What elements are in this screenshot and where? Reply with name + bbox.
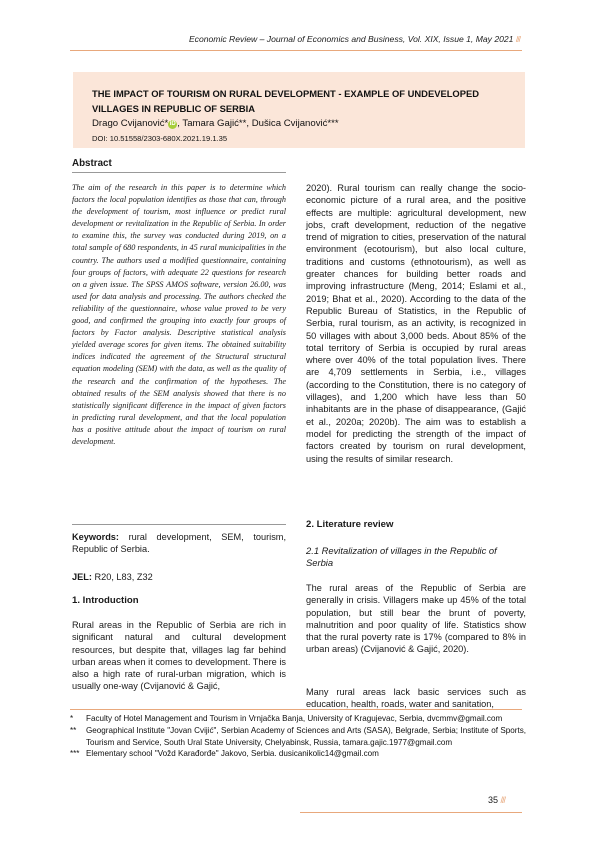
author-1: Drago Cvijanović* — [92, 118, 169, 129]
page-number: 35 — [488, 795, 499, 805]
literature-review-heading: 2. Literature review — [306, 519, 394, 530]
doi[interactable]: DOI: 10.51558/2303-680X.2021.19.1.35 — [92, 134, 228, 143]
footnote-3 — [70, 748, 526, 760]
abstract-rule-bottom — [72, 524, 286, 525]
footnote-mark: ** — [70, 725, 77, 735]
introduction-heading: 1. Introduction — [72, 595, 139, 606]
footer-slashes: /// — [500, 795, 506, 805]
footnote-mark: * — [70, 714, 74, 723]
keywords — [72, 531, 286, 556]
subsection-heading: 2.1 Revitalization of villages in the Republic of Serbia — [306, 545, 497, 568]
keywords-label: Keywords: — [72, 532, 119, 542]
orcid-icon[interactable]: iD — [169, 121, 176, 127]
page-footer — [488, 795, 505, 805]
running-head — [150, 34, 520, 44]
footnote-rule — [70, 709, 522, 710]
abstract-text: The aim of the research in this paper is to determine which factors the local population identifies as those that can, through the development of tourism, most influence or predict rural development or revitalization in the Republic of Serbia. In order to examine this, the survey was conducted during 2019, on a total sample of 680 respondents, in 45 rural municipalities in the country. The authors used a modified questionnaire, containing four groups of factors, with adequate 22 questions for research on a given issue. The SPSS AMOS software, version 26.00, was used for data analysis and processing. The authors checked the reliability of the questionnaire, whose value proved to be very good, and confirmed the grouping into exactly four groups of factors by Factor analysis. Descriptive statistical analysis yielded average scores for given items. The obtained suitability indices indicated the agreement of the Structural structural equation modeling (SEM) with the data, as well as the quality of the research and the confirmation of the hypotheses. The obtained results of the SEM analysis showed that there is no statistically significant difference in the impact of given factors in predicting rural development, and that the local population has a positive attitude about the impact of tourism on rural development. — [72, 183, 286, 446]
other-authors: , Tamara Gajić**, Dušica Cvijanović*** — [177, 118, 339, 129]
footnotes — [70, 713, 526, 760]
abstract-rule-top — [72, 172, 286, 173]
body-paragraph-3: Many rural areas lack basic services such as education, health, roads, water and sanitation, — [306, 687, 526, 710]
keywords-value: rural development, SEM, tourism, Republic of Serbia. — [72, 532, 286, 555]
jel-label: JEL: — [72, 572, 92, 582]
footer-rule — [300, 812, 522, 813]
footnote-2 — [70, 725, 526, 749]
header-rule — [70, 50, 522, 51]
jel-codes — [72, 571, 286, 583]
running-head-text: Economic Review – Journal of Economics and Business, Vol. XIX, Issue 1, May 2021 — [188, 34, 514, 44]
footnote-text: Geographical Institute "Jovan Cvijić", Serbian Academy of Sciences and Arts (SASA), Belgrade, Serbia; Institute of Sports, Tourism and Service, South Ural State University, Chelyabinsk, Russia, tamara.gajic.1977@gmail.com — [86, 725, 526, 747]
introduction-text: Rural areas in the Republic of Serbia are rich in significant natural and cultural development resources, but despite that, villages lag far behind urban areas when it comes to development. There is also a high rate of rural-urban migration, which is usually one-way (Cvijanović & Gajić, — [72, 620, 286, 692]
footnote-mark: *** — [70, 749, 80, 759]
abstract-heading: Abstract — [72, 158, 112, 169]
footnote-1 — [70, 713, 526, 725]
footnote-text: Elementary school "Vožd Karađorđe" Jakovo, Serbia. dusicanikolic14@gmail.com — [86, 749, 379, 759]
running-head-slashes: /// — [515, 34, 520, 44]
article-title: THE IMPACT OF TOURISM ON RURAL DEVELOPMENT - EXAMPLE OF UNDEVELOPED VILLAGES IN REPUBLIC OF SERBIA — [92, 88, 479, 114]
body-paragraph-1: 2020). Rural tourism can really change the socio-economic picture of a rural area, and the positive effects are multiple: agricultural development, new jobs, craft development, reduction of the negative trend of migration to cities, preservation of the natural environment (ecotourism), but also local culture, traditions and customs (ethnotourism), as well as greater chances for building better roads and improving infrastructure (Meng, 2014; Eslami et al., 2019; Bhat et al., 2020). According to the data of the Republic Bureau of Statistics, in the Republic of Serbia, rural tourism, as an activity, is recognized in 50 villages with about 3,000 beds. About 85% of the total territory of Serbia is occupied by rural areas where over 40% of the total population lives. There are 4,709 settlements in Serbia, i.e., villages (according to the Constitution, there is no category of villages), and 1,200 which have less than 50 inhabitants are in the phase of disappearance, (Gajić et al., 2020a; 2020b). The aim was to establish a model for predicting the strength of the impact of factors created by tourism on rural development, using the results of similar research. — [306, 183, 526, 464]
footnote-text: Faculty of Hotel Management and Tourism in Vrnjačka Banja, University of Kragujevac, Serbia, dvcmmv@gmail.com — [86, 714, 503, 723]
body-paragraph-2: The rural areas of the Republic of Serbia are generally in crisis. Villagers make up 45% of the total population, but still bear the brunt of poverty, malnutrition and poor quality of life. Statistics show that the rural poverty rate is 17% (compared to 8% in urban areas) (Cvijanović & Gajić, 2020). — [306, 583, 526, 655]
jel-value: R20, L83, Z32 — [91, 572, 153, 582]
author-line — [92, 118, 522, 129]
